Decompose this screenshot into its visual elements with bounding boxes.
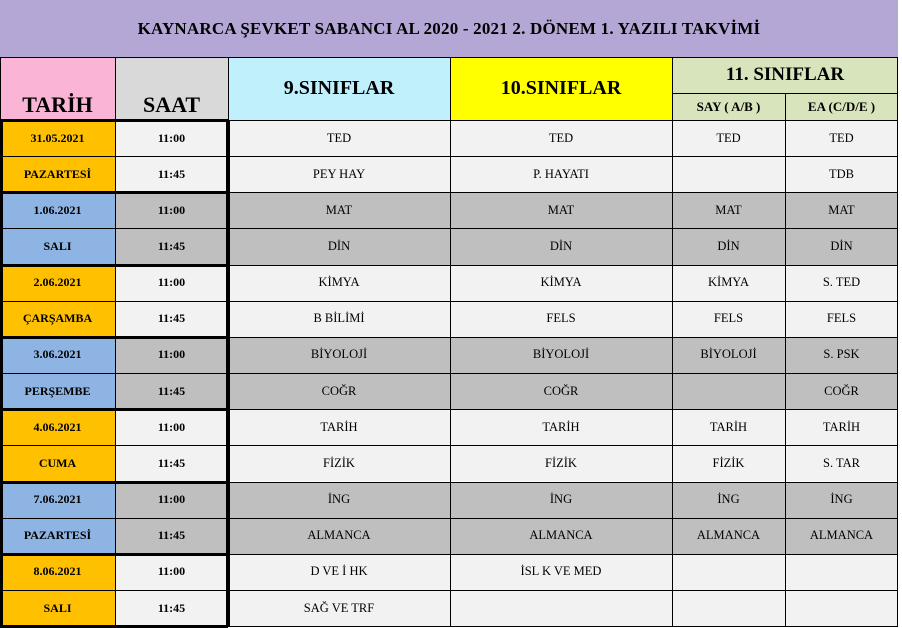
exam-cell-say: [672, 590, 785, 626]
exam-cell-ea: FELS: [785, 301, 898, 337]
time-cell: 11:45: [115, 445, 228, 481]
exam-cell-g10: P. HAYATI: [450, 156, 672, 192]
grid-line: [0, 408, 228, 411]
time-cell: 11:45: [115, 590, 228, 626]
header-say: SAY ( A/B ): [672, 93, 785, 120]
grid-line: [450, 57, 451, 626]
header-10-siniflar: 10.SINIFLAR: [450, 57, 672, 120]
exam-cell-g9: B BİLİMİ: [228, 301, 450, 337]
day-date: 1.06.2021: [0, 192, 115, 228]
exam-cell-say: [672, 156, 785, 192]
exam-cell-ea: DİN: [785, 228, 898, 264]
time-cell: 11:00: [115, 482, 228, 518]
grid-line: [0, 373, 898, 374]
day-name: PAZARTESİ: [0, 156, 115, 192]
grid-line: [0, 228, 898, 229]
exam-cell-g10: BİYOLOJİ: [450, 337, 672, 373]
exam-cell-ea: [785, 590, 898, 626]
exam-cell-g9: BİYOLOJİ: [228, 337, 450, 373]
header-11-siniflar: 11. SINIFLAR: [672, 57, 898, 93]
exam-cell-ea: MAT: [785, 192, 898, 228]
exam-cell-g10: İNG: [450, 482, 672, 518]
exam-cell-g9: COĞR: [228, 373, 450, 409]
time-cell: 11:00: [115, 409, 228, 445]
grid-line: [0, 191, 228, 194]
time-cell: 11:00: [115, 265, 228, 301]
exam-cell-g10: TED: [450, 120, 672, 156]
exam-cell-ea: [785, 554, 898, 590]
time-cell: 11:00: [115, 192, 228, 228]
exam-cell-ea: S. TAR: [785, 445, 898, 481]
exam-cell-say: FELS: [672, 301, 785, 337]
day-date: 2.06.2021: [0, 265, 115, 301]
grid-line: [0, 57, 898, 58]
exam-cell-say: DİN: [672, 228, 785, 264]
grid-line: [0, 590, 898, 591]
header-saat: SAAT: [115, 57, 228, 120]
grid-line: [0, 120, 3, 626]
header-9-siniflar: 9.SINIFLAR: [228, 57, 450, 120]
exam-cell-g9: SAĞ VE TRF: [228, 590, 450, 626]
header-ea: EA (C/D/E ): [785, 93, 898, 120]
exam-cell-g10: ALMANCA: [450, 518, 672, 554]
exam-cell-say: BİYOLOJİ: [672, 337, 785, 373]
exam-cell-say: ALMANCA: [672, 518, 785, 554]
exam-cell-ea: S. TED: [785, 265, 898, 301]
grid-line: [115, 57, 116, 626]
time-cell: 11:45: [115, 228, 228, 264]
day-date: 31.05.2021: [0, 120, 115, 156]
header-tarih: TARİH: [0, 57, 115, 120]
exam-cell-g10: FİZİK: [450, 445, 672, 481]
time-cell: 11:45: [115, 373, 228, 409]
exam-cell-say: TARİH: [672, 409, 785, 445]
exam-cell-ea: ALMANCA: [785, 518, 898, 554]
time-cell: 11:00: [115, 337, 228, 373]
day-name: SALI: [0, 590, 115, 626]
exam-cell-say: [672, 554, 785, 590]
grid-line: [0, 301, 898, 302]
exam-cell-say: MAT: [672, 192, 785, 228]
grid-line: [672, 57, 673, 626]
grid-line: [0, 518, 898, 519]
grid-line: [897, 57, 898, 626]
grid-line: [0, 336, 228, 339]
day-name: PERŞEMBE: [0, 373, 115, 409]
exam-cell-g9: KİMYA: [228, 265, 450, 301]
day-date: 4.06.2021: [0, 409, 115, 445]
exam-cell-say: FİZİK: [672, 445, 785, 481]
exam-cell-g9: TED: [228, 120, 450, 156]
time-cell: 11:00: [115, 120, 228, 156]
exam-cell-g10: MAT: [450, 192, 672, 228]
exam-cell-g10: DİN: [450, 228, 672, 264]
exam-cell-g9: İNG: [228, 482, 450, 518]
day-name: ÇARŞAMBA: [0, 301, 115, 337]
exam-cell-g9: TARİH: [228, 409, 450, 445]
exam-cell-say: TED: [672, 120, 785, 156]
grid-line: [0, 481, 228, 484]
exam-cell-g9: FİZİK: [228, 445, 450, 481]
time-cell: 11:00: [115, 554, 228, 590]
day-date: 7.06.2021: [0, 482, 115, 518]
day-date: 3.06.2021: [0, 337, 115, 373]
grid-line: [0, 553, 228, 556]
exam-cell-ea: TED: [785, 120, 898, 156]
time-cell: 11:45: [115, 518, 228, 554]
grid-line: [0, 156, 898, 157]
exam-cell-g10: KİMYA: [450, 265, 672, 301]
exam-cell-ea: TDB: [785, 156, 898, 192]
time-cell: 11:45: [115, 301, 228, 337]
exam-cell-say: İNG: [672, 482, 785, 518]
exam-cell-g10: TARİH: [450, 409, 672, 445]
exam-cell-g10: [450, 590, 672, 626]
day-date: 8.06.2021: [0, 554, 115, 590]
exam-cell-ea: COĞR: [785, 373, 898, 409]
grid-line: [0, 264, 228, 267]
grid-line: [0, 119, 228, 122]
exam-cell-ea: TARİH: [785, 409, 898, 445]
exam-cell-say: KİMYA: [672, 265, 785, 301]
grid-line: [226, 120, 230, 626]
exam-cell-g9: ALMANCA: [228, 518, 450, 554]
exam-cell-g10: COĞR: [450, 373, 672, 409]
exam-cell-g10: İSL K VE MED: [450, 554, 672, 590]
exam-cell-g9: PEY HAY: [228, 156, 450, 192]
exam-cell-g10: FELS: [450, 301, 672, 337]
exam-cell-ea: S. PSK: [785, 337, 898, 373]
exam-cell-say: [672, 373, 785, 409]
grid-line: [785, 93, 786, 626]
day-name: SALI: [0, 228, 115, 264]
grid-line: [0, 445, 898, 446]
time-cell: 11:45: [115, 156, 228, 192]
page-title: KAYNARCA ŞEVKET SABANCI AL 2020 - 2021 2. DÖNEM 1. YAZILI TAKVİMİ: [0, 0, 898, 57]
exam-cell-g9: D VE İ HK: [228, 554, 450, 590]
exam-cell-ea: İNG: [785, 482, 898, 518]
day-name: PAZARTESİ: [0, 518, 115, 554]
exam-cell-g9: MAT: [228, 192, 450, 228]
day-name: CUMA: [0, 445, 115, 481]
exam-cell-g9: DİN: [228, 228, 450, 264]
